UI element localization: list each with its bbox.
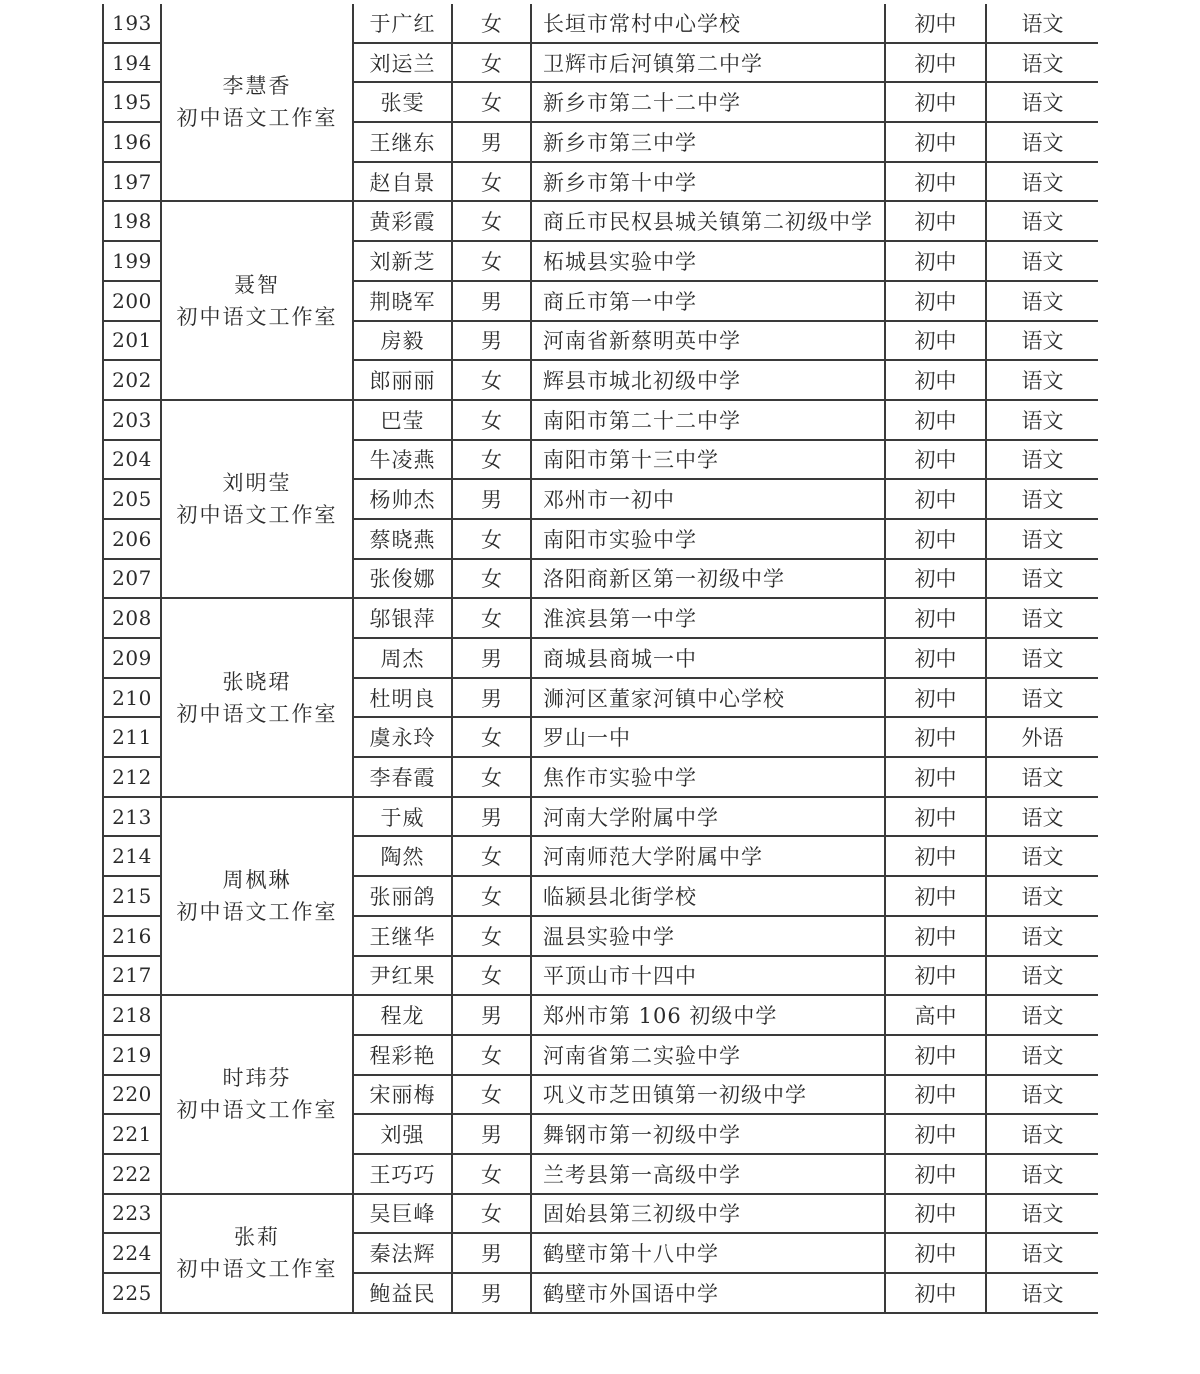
- stage-cell: 初中: [885, 1154, 986, 1194]
- table-row: [103, 4, 1098, 43]
- school-cell: 淮滨县第一中学: [531, 598, 885, 638]
- row-number-cell: 193: [103, 4, 161, 43]
- gender-cell: 女: [452, 717, 531, 757]
- row-number-cell: 200: [103, 281, 161, 321]
- subject-cell: 语文: [986, 757, 1098, 797]
- studio-leader: 张晓珺: [222, 669, 292, 694]
- studio-leader: 周枫琳: [222, 867, 292, 892]
- studio-title: 初中语文工作室: [176, 1257, 338, 1282]
- member-name-cell: 黄彩霞: [353, 201, 452, 241]
- gender-cell: 男: [452, 1273, 531, 1313]
- stage-cell: 初中: [885, 559, 986, 599]
- gender-cell: 女: [452, 956, 531, 996]
- gender-cell: 女: [452, 162, 531, 202]
- table-row: [103, 201, 1098, 241]
- row-number-cell: 203: [103, 400, 161, 440]
- row-number-cell: 198: [103, 201, 161, 241]
- member-name-cell: 刘新芝: [353, 241, 452, 281]
- member-name-cell: 杜明良: [353, 678, 452, 718]
- row-number-cell: 207: [103, 559, 161, 599]
- stage-cell: 初中: [885, 201, 986, 241]
- subject-cell: 语文: [986, 1154, 1098, 1194]
- school-cell: 长垣市常村中心学校: [531, 4, 885, 43]
- gender-cell: 女: [452, 519, 531, 559]
- member-name-cell: 刘强: [353, 1114, 452, 1154]
- gender-cell: 女: [452, 1035, 531, 1075]
- subject-cell: 语文: [986, 321, 1098, 361]
- row-number-cell: 212: [103, 757, 161, 797]
- row-number-cell: 215: [103, 876, 161, 916]
- stage-cell: 初中: [885, 678, 986, 718]
- member-name-cell: 王继华: [353, 916, 452, 956]
- gender-cell: 女: [452, 400, 531, 440]
- stage-cell: 初中: [885, 638, 986, 678]
- subject-cell: 语文: [986, 400, 1098, 440]
- studio-title: 初中语文工作室: [176, 106, 338, 131]
- member-name-cell: 秦法辉: [353, 1233, 452, 1273]
- row-number-cell: 205: [103, 479, 161, 519]
- stage-cell: 初中: [885, 1233, 986, 1273]
- member-name-cell: 张雯: [353, 82, 452, 122]
- subject-cell: 语文: [986, 598, 1098, 638]
- member-name-cell: 吴巨峰: [353, 1194, 452, 1234]
- stage-cell: 初中: [885, 717, 986, 757]
- member-name-cell: 虞永玲: [353, 717, 452, 757]
- studio-cell: [161, 995, 353, 1193]
- school-cell: 罗山一中: [531, 717, 885, 757]
- stage-cell: 初中: [885, 241, 986, 281]
- subject-cell: 语文: [986, 995, 1098, 1035]
- stage-cell: 初中: [885, 162, 986, 202]
- subject-cell: 外语: [986, 717, 1098, 757]
- row-number-cell: 211: [103, 717, 161, 757]
- gender-cell: 女: [452, 1154, 531, 1194]
- subject-cell: 语文: [986, 519, 1098, 559]
- row-number-cell: 214: [103, 836, 161, 876]
- studio-title: 初中语文工作室: [176, 701, 338, 726]
- member-name-cell: 蔡晓燕: [353, 519, 452, 559]
- school-cell: 商丘市第一中学: [531, 281, 885, 321]
- subject-cell: 语文: [986, 82, 1098, 122]
- member-name-cell: 程彩艳: [353, 1035, 452, 1075]
- school-cell: 鹤壁市外国语中学: [531, 1273, 885, 1313]
- stage-cell: 初中: [885, 479, 986, 519]
- studio-title: 初中语文工作室: [176, 304, 338, 329]
- subject-cell: 语文: [986, 201, 1098, 241]
- school-cell: 南阳市实验中学: [531, 519, 885, 559]
- row-number-cell: 213: [103, 797, 161, 837]
- gender-cell: 男: [452, 321, 531, 361]
- gender-cell: 女: [452, 876, 531, 916]
- row-number-cell: 220: [103, 1075, 161, 1115]
- gender-cell: 男: [452, 1233, 531, 1273]
- school-cell: 南阳市第十三中学: [531, 440, 885, 480]
- subject-cell: 语文: [986, 956, 1098, 996]
- school-cell: 新乡市第三中学: [531, 122, 885, 162]
- subject-cell: 语文: [986, 281, 1098, 321]
- stage-cell: 初中: [885, 281, 986, 321]
- gender-cell: 男: [452, 281, 531, 321]
- member-name-cell: 张丽鸽: [353, 876, 452, 916]
- gender-cell: 女: [452, 82, 531, 122]
- row-number-cell: 197: [103, 162, 161, 202]
- row-number-cell: 218: [103, 995, 161, 1035]
- member-name-cell: 宋丽梅: [353, 1075, 452, 1115]
- school-cell: 兰考县第一高级中学: [531, 1154, 885, 1194]
- gender-cell: 女: [452, 4, 531, 43]
- school-cell: 河南省新蔡明英中学: [531, 321, 885, 361]
- gender-cell: 女: [452, 1194, 531, 1234]
- table-row: [103, 400, 1098, 440]
- stage-cell: 初中: [885, 916, 986, 956]
- school-cell: 新乡市第二十二中学: [531, 82, 885, 122]
- gender-cell: 女: [452, 360, 531, 400]
- table-row: [103, 797, 1098, 837]
- member-name-cell: 郎丽丽: [353, 360, 452, 400]
- subject-cell: 语文: [986, 1075, 1098, 1115]
- member-name-cell: 邬银萍: [353, 598, 452, 638]
- gender-cell: 女: [452, 836, 531, 876]
- member-name-cell: 荆晓军: [353, 281, 452, 321]
- subject-cell: 语文: [986, 162, 1098, 202]
- row-number-cell: 224: [103, 1233, 161, 1273]
- row-number-cell: 194: [103, 43, 161, 83]
- subject-cell: 语文: [986, 1273, 1098, 1313]
- studio-leader: 张莉: [234, 1225, 280, 1250]
- studio-leader: 李慧香: [222, 74, 292, 99]
- row-number-cell: 196: [103, 122, 161, 162]
- roster-sheet: [102, 0, 1098, 1374]
- studio-leader: 刘明莹: [222, 471, 292, 496]
- member-name-cell: 房毅: [353, 321, 452, 361]
- gender-cell: 女: [452, 440, 531, 480]
- member-name-cell: 杨帅杰: [353, 479, 452, 519]
- subject-cell: 语文: [986, 360, 1098, 400]
- subject-cell: 语文: [986, 4, 1098, 43]
- subject-cell: 语文: [986, 122, 1098, 162]
- row-number-cell: 209: [103, 638, 161, 678]
- gender-cell: 女: [452, 201, 531, 241]
- stage-cell: 初中: [885, 1075, 986, 1115]
- row-number-cell: 201: [103, 321, 161, 361]
- gender-cell: 男: [452, 678, 531, 718]
- member-name-cell: 赵自景: [353, 162, 452, 202]
- studio-cell: [161, 201, 353, 399]
- member-name-cell: 于威: [353, 797, 452, 837]
- subject-cell: 语文: [986, 638, 1098, 678]
- subject-cell: 语文: [986, 1233, 1098, 1273]
- subject-cell: 语文: [986, 241, 1098, 281]
- school-cell: 浉河区董家河镇中心学校: [531, 678, 885, 718]
- studio-title: 初中语文工作室: [176, 1098, 338, 1123]
- subject-cell: 语文: [986, 797, 1098, 837]
- gender-cell: 女: [452, 559, 531, 599]
- gender-cell: 男: [452, 638, 531, 678]
- table-row: [103, 995, 1098, 1035]
- stage-cell: 初中: [885, 400, 986, 440]
- member-name-cell: 尹红果: [353, 956, 452, 996]
- studio-cell: [161, 797, 353, 995]
- subject-cell: 语文: [986, 1035, 1098, 1075]
- subject-cell: 语文: [986, 43, 1098, 83]
- gender-cell: 男: [452, 797, 531, 837]
- stage-cell: 初中: [885, 956, 986, 996]
- member-name-cell: 鲍益民: [353, 1273, 452, 1313]
- gender-cell: 女: [452, 757, 531, 797]
- school-cell: 南阳市第二十二中学: [531, 400, 885, 440]
- stage-cell: 初中: [885, 598, 986, 638]
- member-name-cell: 于广红: [353, 4, 452, 43]
- school-cell: 固始县第三初级中学: [531, 1194, 885, 1234]
- row-number-cell: 222: [103, 1154, 161, 1194]
- school-cell: 河南大学附属中学: [531, 797, 885, 837]
- school-cell: 舞钢市第一初级中学: [531, 1114, 885, 1154]
- stage-cell: 初中: [885, 321, 986, 361]
- row-number-cell: 208: [103, 598, 161, 638]
- gender-cell: 女: [452, 916, 531, 956]
- school-cell: 焦作市实验中学: [531, 757, 885, 797]
- stage-cell: 初中: [885, 1114, 986, 1154]
- stage-cell: 初中: [885, 122, 986, 162]
- row-number-cell: 223: [103, 1194, 161, 1234]
- table-row: [103, 1194, 1098, 1234]
- subject-cell: 语文: [986, 876, 1098, 916]
- stage-cell: 初中: [885, 1273, 986, 1313]
- school-cell: 新乡市第十中学: [531, 162, 885, 202]
- roster-table: [102, 4, 1098, 1314]
- school-cell: 河南省第二实验中学: [531, 1035, 885, 1075]
- subject-cell: 语文: [986, 678, 1098, 718]
- row-number-cell: 221: [103, 1114, 161, 1154]
- stage-cell: 初中: [885, 1035, 986, 1075]
- school-cell: 辉县市城北初级中学: [531, 360, 885, 400]
- school-cell: 温县实验中学: [531, 916, 885, 956]
- stage-cell: 初中: [885, 360, 986, 400]
- school-cell: 临颍县北街学校: [531, 876, 885, 916]
- subject-cell: 语文: [986, 836, 1098, 876]
- school-cell: 鹤壁市第十八中学: [531, 1233, 885, 1273]
- gender-cell: 女: [452, 1075, 531, 1115]
- member-name-cell: 刘运兰: [353, 43, 452, 83]
- stage-cell: 初中: [885, 440, 986, 480]
- studio-leader: 聂智: [234, 272, 280, 297]
- row-number-cell: 204: [103, 440, 161, 480]
- school-cell: 巩义市芝田镇第一初级中学: [531, 1075, 885, 1115]
- stage-cell: 初中: [885, 519, 986, 559]
- subject-cell: 语文: [986, 1194, 1098, 1234]
- subject-cell: 语文: [986, 479, 1098, 519]
- school-cell: 郑州市第 106 初级中学: [531, 995, 885, 1035]
- stage-cell: 高中: [885, 995, 986, 1035]
- subject-cell: 语文: [986, 440, 1098, 480]
- table-row: [103, 598, 1098, 638]
- stage-cell: 初中: [885, 836, 986, 876]
- gender-cell: 女: [452, 598, 531, 638]
- member-name-cell: 巴莹: [353, 400, 452, 440]
- school-cell: 洛阳商新区第一初级中学: [531, 559, 885, 599]
- row-number-cell: 219: [103, 1035, 161, 1075]
- row-number-cell: 210: [103, 678, 161, 718]
- stage-cell: 初中: [885, 757, 986, 797]
- roster-body: [103, 4, 1098, 1313]
- member-name-cell: 张俊娜: [353, 559, 452, 599]
- member-name-cell: 牛凌燕: [353, 440, 452, 480]
- stage-cell: 初中: [885, 4, 986, 43]
- gender-cell: 男: [452, 1114, 531, 1154]
- studio-cell: [161, 400, 353, 598]
- studio-title: 初中语文工作室: [176, 503, 338, 528]
- member-name-cell: 王继东: [353, 122, 452, 162]
- school-cell: 商城县商城一中: [531, 638, 885, 678]
- stage-cell: 初中: [885, 82, 986, 122]
- studio-title: 初中语文工作室: [176, 899, 338, 924]
- studio-cell: [161, 4, 353, 201]
- subject-cell: 语文: [986, 559, 1098, 599]
- school-cell: 河南师范大学附属中学: [531, 836, 885, 876]
- stage-cell: 初中: [885, 797, 986, 837]
- gender-cell: 男: [452, 479, 531, 519]
- subject-cell: 语文: [986, 1114, 1098, 1154]
- subject-cell: 语文: [986, 916, 1098, 956]
- row-number-cell: 199: [103, 241, 161, 281]
- row-number-cell: 195: [103, 82, 161, 122]
- school-cell: 邓州市一初中: [531, 479, 885, 519]
- stage-cell: 初中: [885, 43, 986, 83]
- school-cell: 商丘市民权县城关镇第二初级中学: [531, 201, 885, 241]
- member-name-cell: 陶然: [353, 836, 452, 876]
- member-name-cell: 程龙: [353, 995, 452, 1035]
- studio-cell: [161, 598, 353, 796]
- row-number-cell: 202: [103, 360, 161, 400]
- row-number-cell: 217: [103, 956, 161, 996]
- gender-cell: 男: [452, 995, 531, 1035]
- gender-cell: 男: [452, 122, 531, 162]
- school-cell: 柘城县实验中学: [531, 241, 885, 281]
- member-name-cell: 周杰: [353, 638, 452, 678]
- row-number-cell: 206: [103, 519, 161, 559]
- row-number-cell: 216: [103, 916, 161, 956]
- row-number-cell: 225: [103, 1273, 161, 1313]
- member-name-cell: 李春霞: [353, 757, 452, 797]
- gender-cell: 女: [452, 241, 531, 281]
- stage-cell: 初中: [885, 1194, 986, 1234]
- school-cell: 平顶山市十四中: [531, 956, 885, 996]
- member-name-cell: 王巧巧: [353, 1154, 452, 1194]
- gender-cell: 女: [452, 43, 531, 83]
- stage-cell: 初中: [885, 876, 986, 916]
- studio-leader: 时玮芬: [222, 1066, 292, 1091]
- studio-cell: [161, 1194, 353, 1313]
- school-cell: 卫辉市后河镇第二中学: [531, 43, 885, 83]
